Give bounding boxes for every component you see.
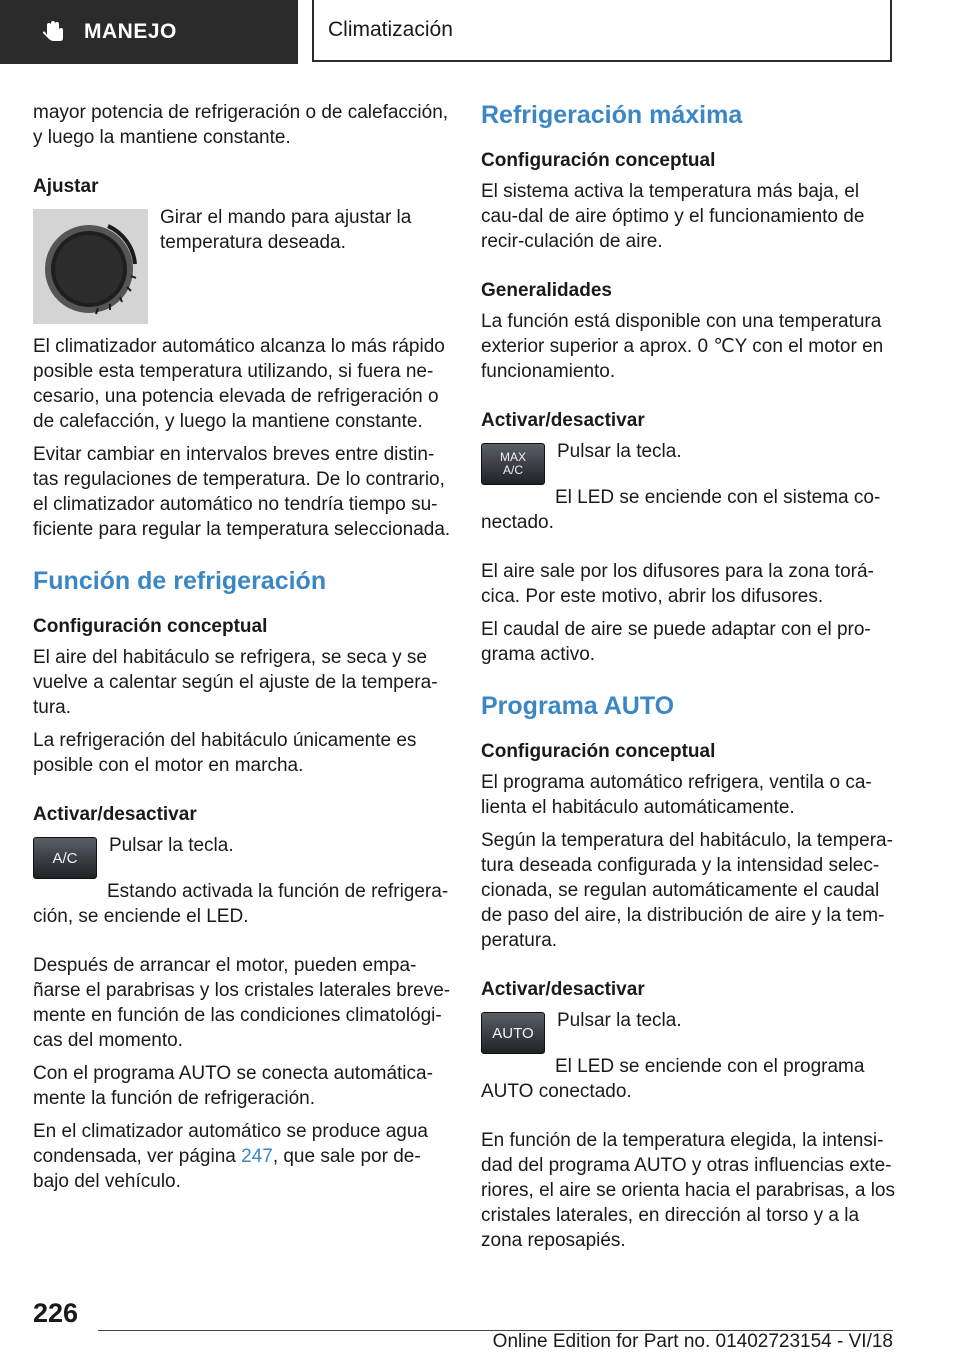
- paragraph: En función de la temperatura elegida, la intensi-dad del programa AUTO y otras influencias exte-riores, el aire se orienta hacia el parabrisas, a los cristales laterales, en dirección al torso y a la zona reposapiés.: [481, 1130, 895, 1251]
- paragraph: Con el programa AUTO se conecta automática-mente la función de refrigeración.: [33, 1063, 433, 1109]
- ac-figure-row: [33, 833, 451, 879]
- paragraph: Evitar cambiar en intervalos breves entre distin-tas regulaciones de temperatura. De lo contrario, el climatizador automático no tendría tiempo su-ficiente para regular la temperatura seleccionada.: [33, 444, 451, 540]
- page-number: 226: [33, 1298, 79, 1328]
- concept-heading: Configuración conceptual: [481, 741, 716, 762]
- activate-heading: Activar/desactivar: [481, 410, 645, 431]
- paragraph: El sistema activa la temperatura más baja, el cau-dal de aire óptimo y el funcionamiento de recir-culación de aire.: [481, 181, 865, 252]
- edition-note: Online Edition for Part no. 01402723154 - VI/18: [492, 1331, 893, 1352]
- hand-icon: [40, 19, 66, 45]
- concept-heading: Configuración conceptual: [33, 616, 268, 637]
- section-title-max: Refrigeración máxima: [481, 101, 743, 129]
- paragraph: La refrigeración del habitáculo únicamente es posible con el motor en marcha.: [33, 730, 417, 776]
- activate-text: El LED se enciende con el programa AUTO conectado.: [481, 1056, 865, 1102]
- ac-key-image: A/C: [33, 837, 97, 879]
- ajustar-heading: Ajustar: [33, 176, 99, 197]
- paragraph: El aire sale por los difusores para la zona torá-cica. Por este motivo, abrir los difusores.: [481, 561, 874, 607]
- activate-text: Pulsar la tecla.: [557, 441, 682, 462]
- activate-heading: Activar/desactivar: [481, 979, 645, 1000]
- paragraph: El caudal de aire se puede adaptar con el pro-grama activo.: [481, 619, 871, 665]
- paragraph: La función está disponible con una temperatura exterior superior a aprox. 0 ℃Y con el motor en funcionamiento.: [481, 311, 884, 382]
- activate-text: Pulsar la tecla.: [109, 835, 234, 856]
- max-ac-figure-row: [481, 439, 899, 485]
- section-title-auto: Programa AUTO: [481, 692, 675, 720]
- page-link[interactable]: 247: [241, 1146, 273, 1167]
- left-column: [33, 100, 451, 1202]
- paragraph: Según la temperatura del habitáculo, la tempera-tura deseada configurada y la intensidad selec-cionada, se regulan automáticamente el caudal de paso del aire, la distribución de aire y la tem-peratura.: [481, 830, 893, 951]
- auto-key-image: AUTO: [481, 1012, 545, 1054]
- activate-text: El LED se enciende con el sistema co-nectado.: [481, 487, 881, 533]
- paragraph-with-link: En el climatizador automático se produce agua condensada, ver página 247, que sale por de-bajo del vehículo.: [33, 1121, 429, 1192]
- knob-icon: [36, 212, 146, 322]
- activate-heading: Activar/desactivar: [33, 804, 197, 825]
- max-ac-key-image: MAX A/C: [481, 443, 545, 485]
- paragraph: Después de arrancar el motor, pueden empa-ñarse el parabrisas y los cristales laterales breve-mente en función de las condiciones climatológi-cas del momento.: [33, 955, 451, 1051]
- paragraph: El programa automático refrigera, ventila o ca-lienta el habitáculo automáticamente.: [481, 772, 872, 818]
- chapter-tab: [312, 0, 892, 62]
- chapter-title: Climatización: [328, 18, 453, 41]
- paragraph: El aire del habitáculo se refrigera, se seca y se vuelve a calentar según el ajuste de la tempera-tura.: [33, 647, 438, 718]
- section-tab: [0, 0, 298, 64]
- ajustar-text: Girar el mando para ajustar la temperatura deseada.: [160, 207, 412, 253]
- concept-heading: Configuración conceptual: [481, 150, 716, 171]
- section-label: MANEJO: [84, 20, 177, 43]
- right-column: [481, 100, 899, 1261]
- ajustar-figure-row: [33, 205, 451, 324]
- intro-paragraph: mayor potencia de refrigeración o de calefacción, y luego la mantiene constante.: [33, 102, 449, 148]
- paragraph: El climatizador automático alcanza lo más rápido posible esta temperatura utilizando, si fuera ne-cesario, una potencia elevada de refrigeración o de calefacción, y luego la mantiene constante.: [33, 336, 445, 432]
- activate-text: Estando activada la función de refrigera-ción, se enciende el LED.: [33, 881, 449, 927]
- auto-figure-row: [481, 1008, 899, 1054]
- temperature-knob-image: [33, 209, 148, 324]
- activate-text: Pulsar la tecla.: [557, 1010, 682, 1031]
- general-heading: Generalidades: [481, 280, 612, 301]
- section-title-refrigeracion: Función de refrigeración: [33, 567, 327, 595]
